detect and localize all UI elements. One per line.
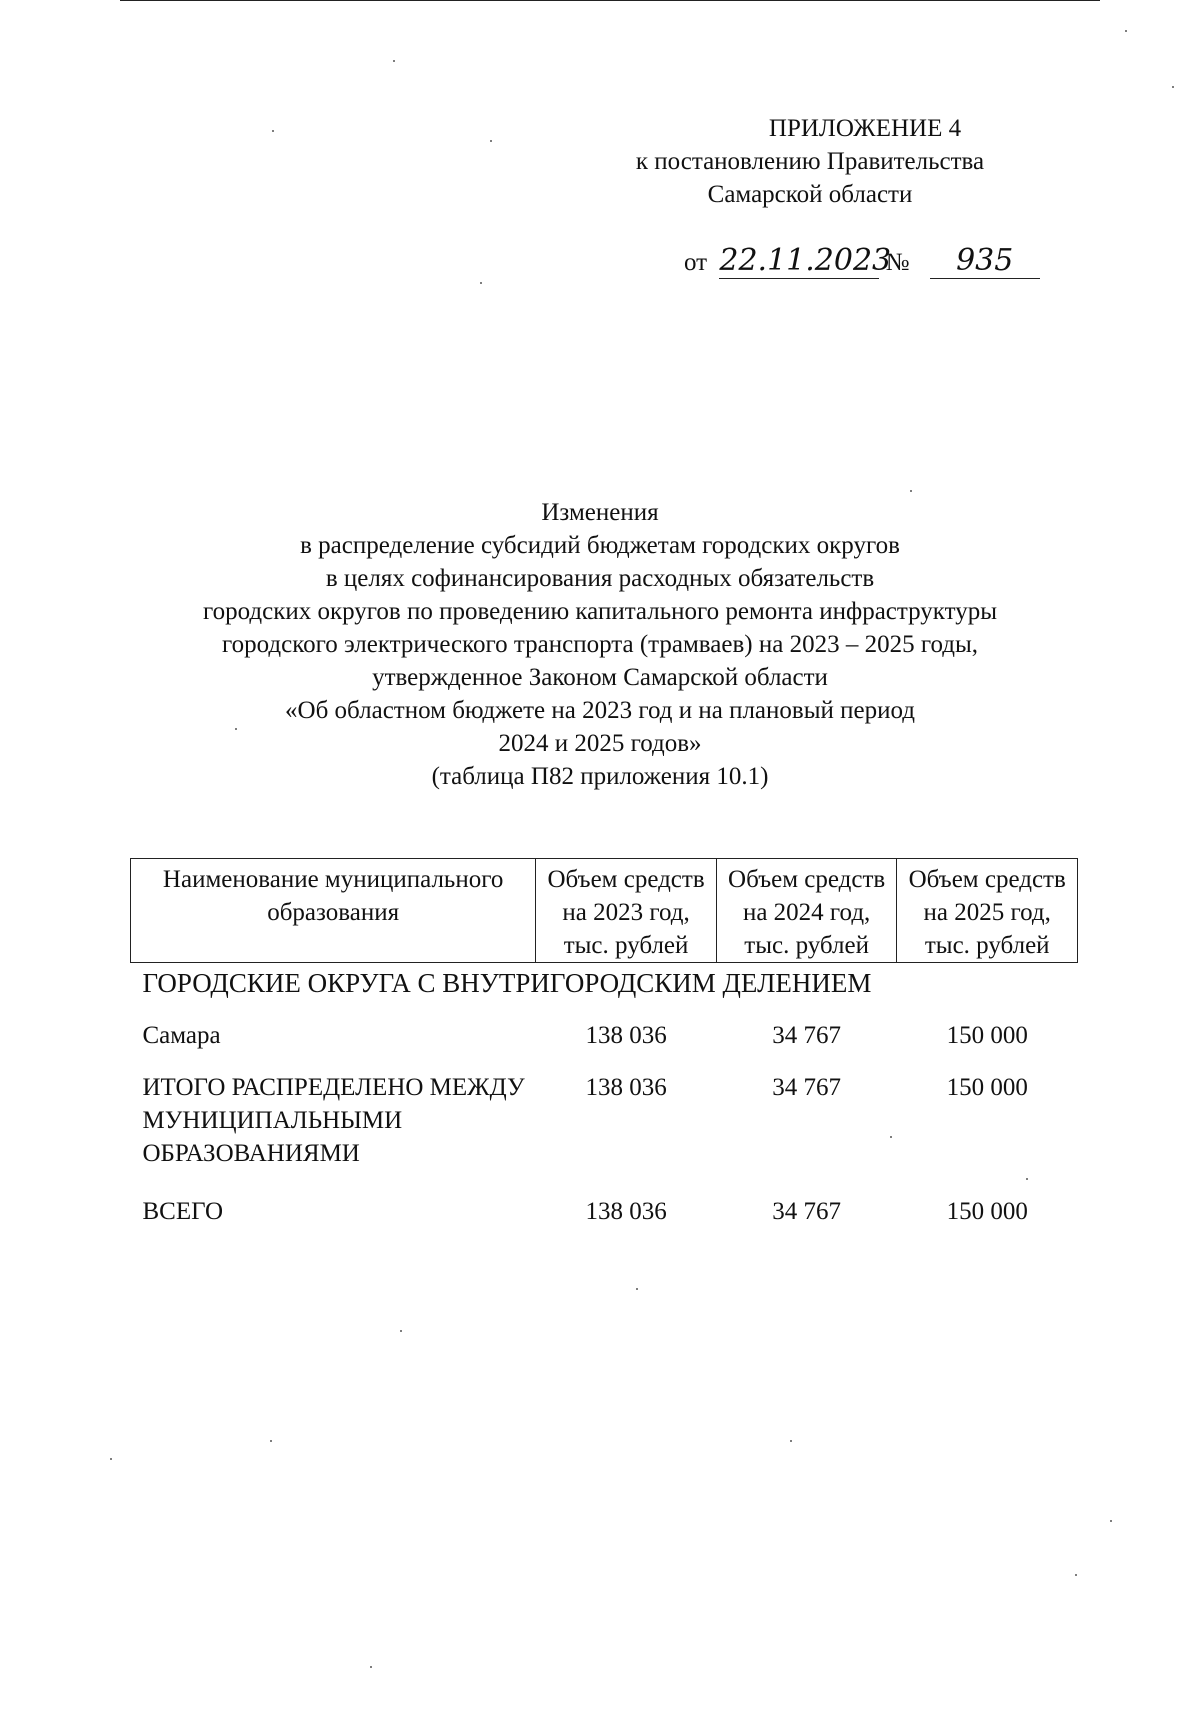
- row-value-2023: 138 036: [585, 1074, 667, 1101]
- title-line: в распределение субсидий бюджетам городских округов: [300, 532, 900, 559]
- table-row: [131, 1001, 1078, 1053]
- document-title: [0, 496, 1200, 793]
- scan-speck: [1110, 1520, 1112, 1522]
- scan-speck: [1026, 1178, 1028, 1180]
- scan-speck: [400, 1330, 402, 1332]
- handwritten-number: 935: [930, 243, 1040, 279]
- row-value-2025: 150 000: [946, 1022, 1028, 1049]
- table-row: [131, 1053, 1078, 1171]
- row-value-2024: 34 767: [772, 1198, 841, 1225]
- scan-speck: [270, 1440, 272, 1442]
- title-line: (таблица П82 приложения 10.1): [431, 763, 769, 790]
- title-line: 2024 и 2025 годов»: [498, 730, 702, 757]
- scan-speck: [490, 140, 492, 142]
- title-line: Изменения: [541, 499, 659, 526]
- appendix-line-2: к постановлению Правительства: [635, 148, 985, 175]
- row-value-2025: 150 000: [946, 1074, 1028, 1101]
- scan-speck: [272, 130, 274, 132]
- header-volume-2025: Объем средств на 2025 год, тыс. рублей: [897, 859, 1078, 963]
- appendix-line-3: Самарской области: [707, 181, 913, 208]
- table-header-row: [131, 859, 1078, 963]
- title-line: городского электрического транспорта (трамваев) на 2023 – 2025 годы,: [221, 631, 978, 658]
- section-row: [131, 963, 1078, 1002]
- scan-speck: [110, 1458, 112, 1460]
- header-volume-2023: Объем средств на 2023 год, тыс. рублей: [536, 859, 717, 963]
- row-name: Самара: [142, 1022, 221, 1049]
- number-label: №: [885, 249, 910, 276]
- scan-speck: [393, 60, 395, 62]
- row-name: ВСЕГО: [142, 1198, 224, 1225]
- section-title: ГОРОДСКИЕ ОКРУГА С ВНУТРИГОРОДСКИМ ДЕЛЕНИЕМ: [142, 968, 872, 998]
- subsidy-distribution-table: [130, 858, 1078, 1229]
- appendix-title: ПРИЛОЖЕНИЕ 4: [768, 115, 962, 142]
- top-border-line: [120, 0, 1100, 1]
- scan-speck: [1075, 1574, 1077, 1576]
- header-volume-2024: Объем средств на 2024 год, тыс. рублей: [716, 859, 897, 963]
- handwritten-date: 22.11.2023: [719, 243, 892, 278]
- scan-speck: [790, 1440, 792, 1442]
- header-municipality: Наименование муниципального образования: [131, 859, 536, 963]
- table-row: [131, 1171, 1078, 1229]
- title-line: «Об областном бюджете на 2023 год и на плановый период: [285, 697, 915, 724]
- row-value-2024: 34 767: [772, 1022, 841, 1049]
- scan-speck: [480, 282, 482, 284]
- title-line: городских округов по проведению капитального ремонта инфраструктуры: [202, 598, 998, 625]
- scan-speck: [636, 1288, 638, 1290]
- row-name: ИТОГО РАСПРЕДЕЛЕНО МЕЖДУ МУНИЦИПАЛЬНЫМИ ОБРАЗОВАНИЯМИ: [142, 1074, 525, 1167]
- scan-speck: [890, 1136, 892, 1138]
- appendix-header: [560, 112, 1060, 211]
- scan-speck: [910, 490, 912, 492]
- row-value-2025: 150 000: [946, 1198, 1028, 1225]
- scan-speck: [235, 728, 237, 730]
- title-line: в целях софинансирования расходных обязательств: [325, 565, 875, 592]
- resolution-date-line: [684, 243, 1040, 279]
- scan-speck: [370, 1666, 372, 1668]
- row-value-2023: 138 036: [585, 1198, 667, 1225]
- row-value-2024: 34 767: [772, 1074, 841, 1101]
- from-label: от: [684, 249, 708, 276]
- title-line: утвержденное Законом Самарской области: [372, 664, 828, 691]
- scan-speck: [1172, 86, 1174, 88]
- scan-speck: [1125, 30, 1127, 32]
- row-value-2023: 138 036: [585, 1022, 667, 1049]
